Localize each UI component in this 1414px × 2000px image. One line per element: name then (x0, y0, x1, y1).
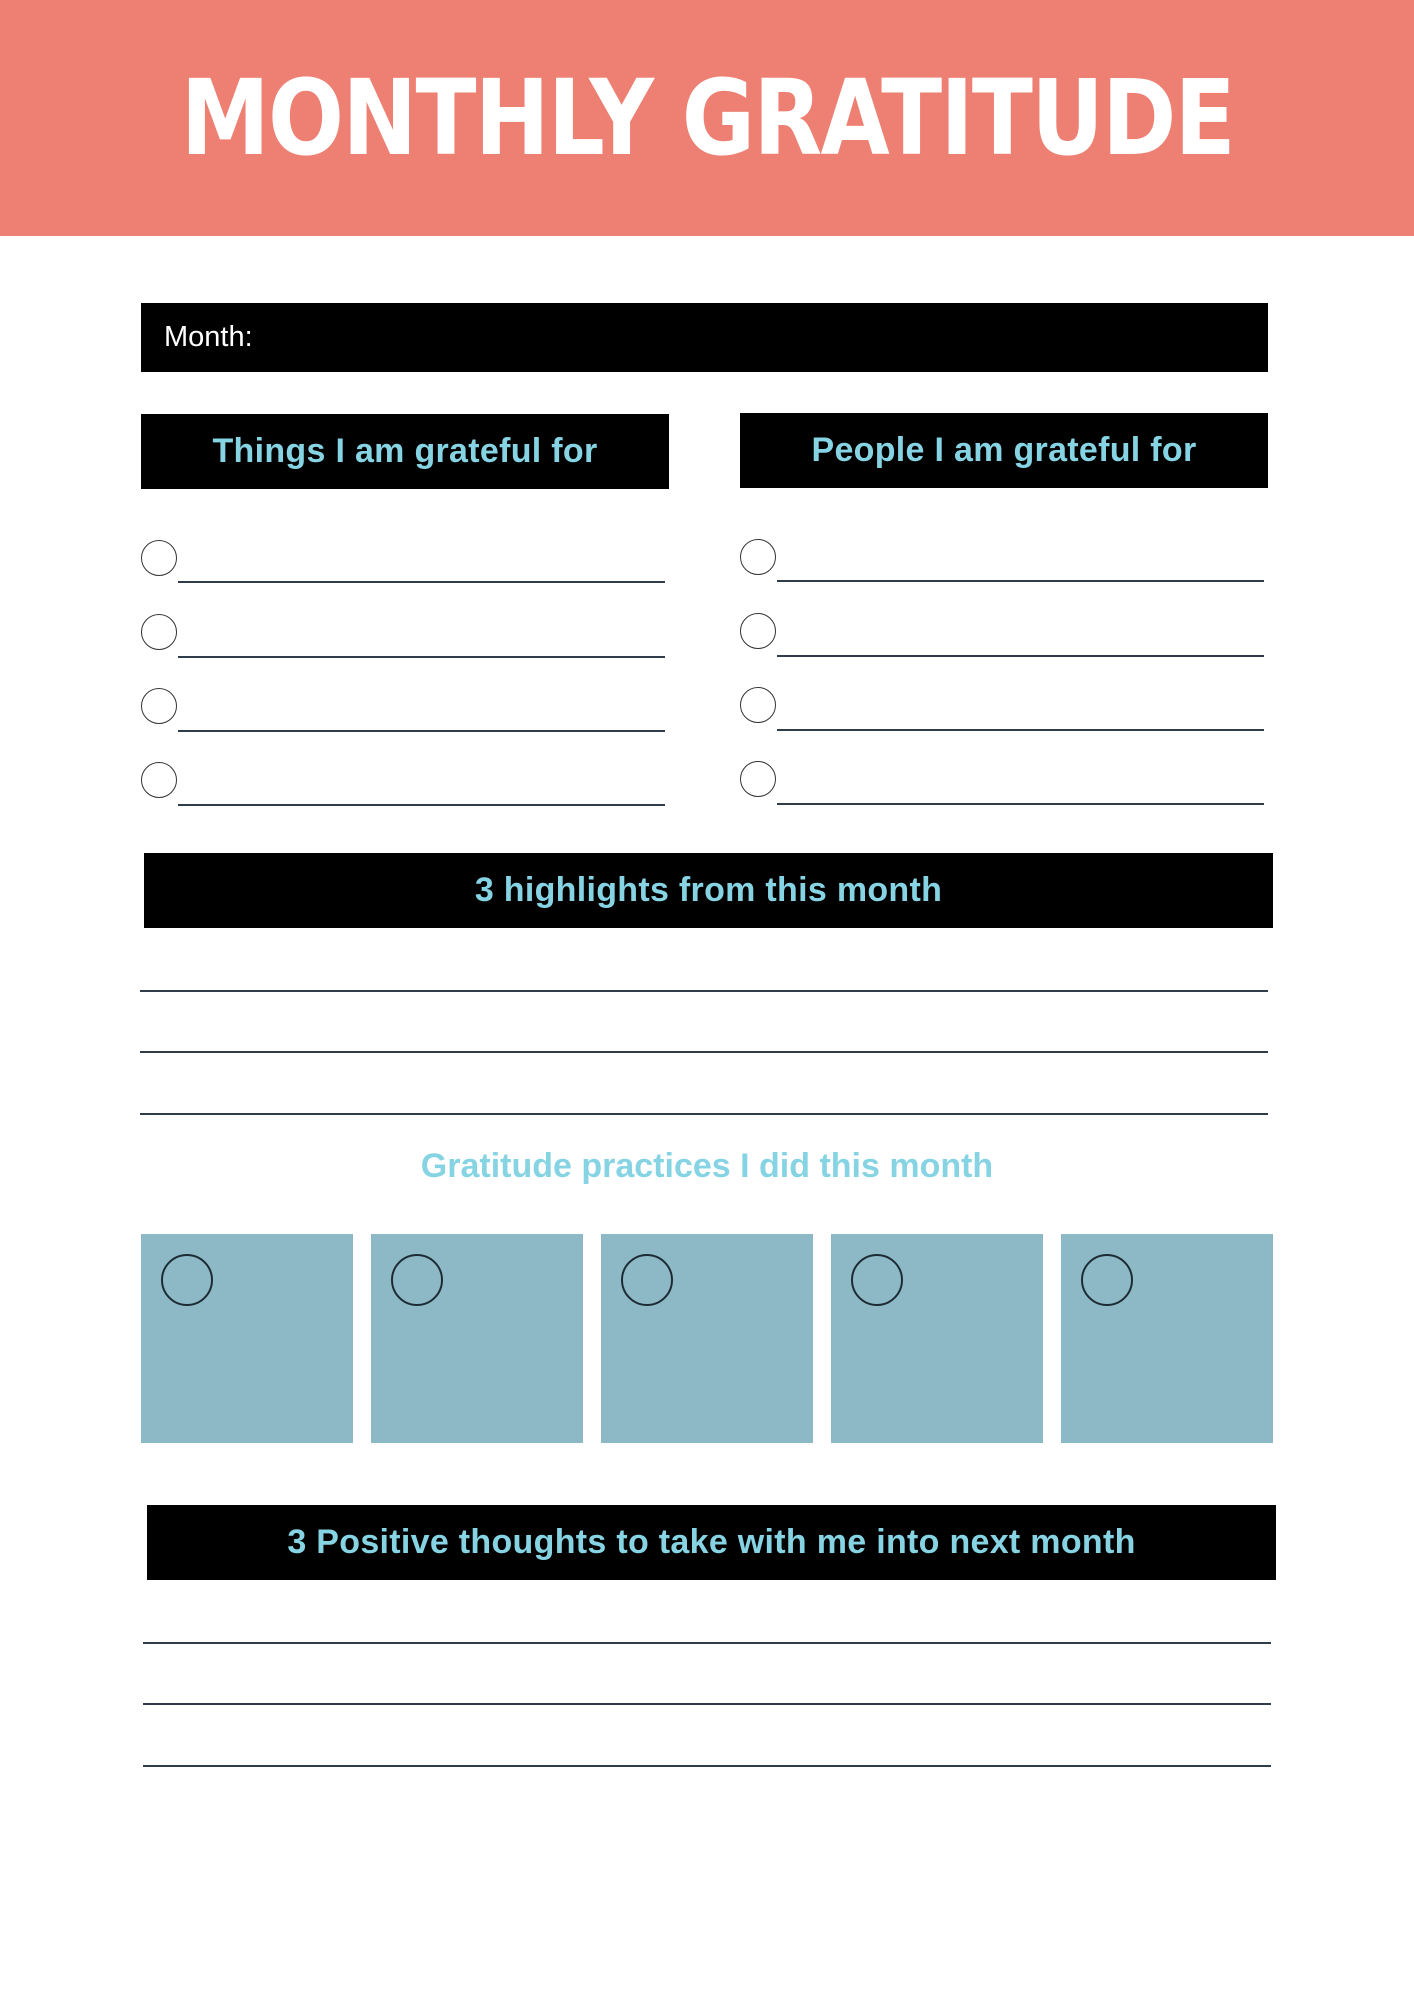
people-section-title: People I am grateful for (811, 431, 1197, 469)
page-title: MONTHLY GRATITUDE (180, 57, 1234, 179)
practice-checkbox-2[interactable] (391, 1254, 443, 1306)
highlight-line-3[interactable] (140, 1113, 1268, 1115)
people-line-3[interactable] (777, 729, 1264, 731)
highlights-section-header (144, 853, 1273, 928)
things-line-4[interactable] (178, 804, 665, 806)
practice-checkbox-3[interactable] (621, 1254, 673, 1306)
things-checkbox-4[interactable] (141, 762, 177, 798)
people-line-1[interactable] (777, 580, 1264, 582)
people-line-4[interactable] (777, 803, 1264, 805)
people-checkbox-1[interactable] (740, 539, 776, 575)
things-checkbox-3[interactable] (141, 688, 177, 724)
practice-checkbox-5[interactable] (1081, 1254, 1133, 1306)
people-line-2[interactable] (777, 655, 1264, 657)
positive-section-title: 3 Positive thoughts to take with me into next month (287, 1523, 1136, 1561)
positive-section-header (147, 1505, 1276, 1580)
positive-line-1[interactable] (143, 1642, 1271, 1644)
people-checkbox-2[interactable] (740, 613, 776, 649)
people-checkbox-3[interactable] (740, 687, 776, 723)
positive-line-2[interactable] (143, 1703, 1271, 1705)
things-line-2[interactable] (178, 656, 665, 658)
practice-box-5[interactable] (1061, 1234, 1273, 1443)
people-section-header (740, 413, 1268, 488)
highlight-line-2[interactable] (140, 1051, 1268, 1053)
practice-box-2[interactable] (371, 1234, 583, 1443)
practice-box-4[interactable] (831, 1234, 1043, 1443)
things-section-title: Things I am grateful for (212, 432, 598, 470)
practice-checkbox-1[interactable] (161, 1254, 213, 1306)
practice-checkbox-4[interactable] (851, 1254, 903, 1306)
month-label: Month: (164, 321, 253, 353)
things-section-header (141, 414, 669, 489)
things-checkbox-2[interactable] (141, 614, 177, 650)
practice-box-1[interactable] (141, 1234, 353, 1443)
highlights-section-title: 3 highlights from this month (474, 871, 943, 909)
month-field[interactable] (141, 303, 1268, 372)
practices-section-title: Gratitude practices I did this month (420, 1147, 994, 1185)
practice-box-3[interactable] (601, 1234, 813, 1443)
things-line-3[interactable] (178, 730, 665, 732)
positive-line-3[interactable] (143, 1765, 1271, 1767)
highlight-line-1[interactable] (140, 990, 1268, 992)
things-line-1[interactable] (178, 581, 665, 583)
header-banner (0, 0, 1414, 236)
people-checkbox-4[interactable] (740, 761, 776, 797)
things-checkbox-1[interactable] (141, 540, 177, 576)
